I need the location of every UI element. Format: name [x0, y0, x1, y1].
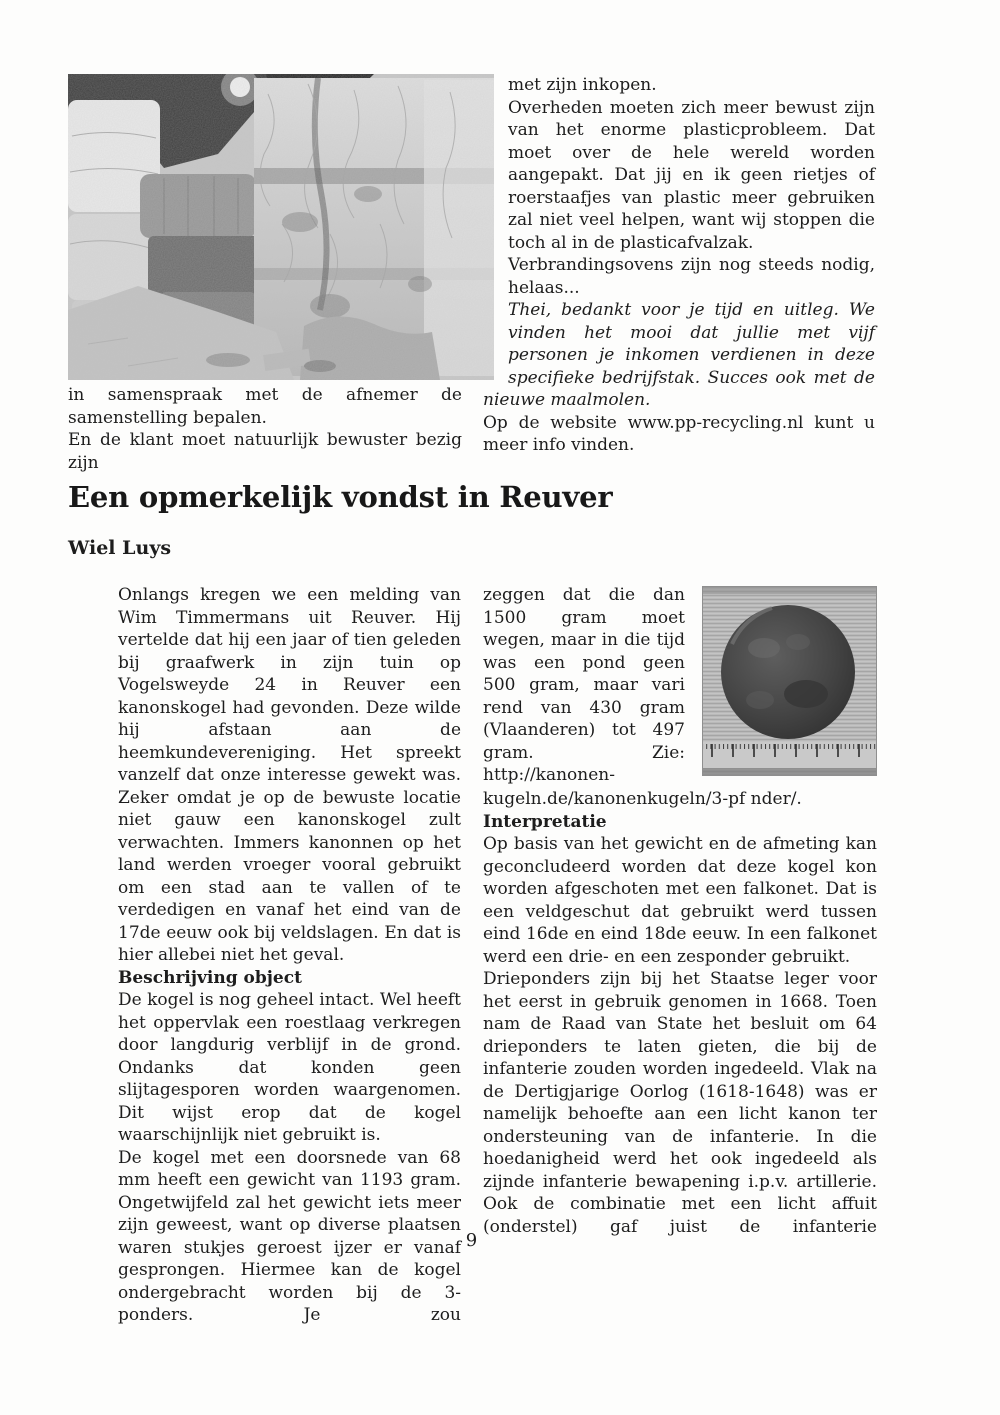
paragraph: Op de website www.pp-recycling.nl kunt u meer info vinden.: [483, 412, 875, 455]
paragraph: met zijn inkopen.: [508, 75, 657, 95]
article-author: Wiel Luys: [68, 537, 172, 559]
cannonball-photo: [702, 586, 877, 776]
page-number: 9: [465, 1230, 478, 1251]
paragraph: zeggen dat die dan 1500 gram moet wegen, maar in die tijd was een pond geen 500 gram, maar vari rend van 430 gram (Vlaanderen) tot 497 gram. Zie: http://kanonen-kugeln.de/kanonenkugeln/3-pf nder/.: [483, 585, 802, 809]
paragraph: Op basis van het gewicht en de afmeting kan geconcludeerd worden dat deze kogel kon worden afgeschoten met een falkonet. Dat is een veldgeschut dat gebruikt werd tussen eind 16de en eind 18de eeuw. In een falkonet werd een drie- en een zesponder gebruikt.: [483, 834, 877, 967]
section-heading-beschrijving-object: Beschrijving object: [118, 967, 302, 988]
paragraph: in samenspraak met de afnemer de samenstelling bepalen.: [68, 385, 462, 428]
article-title: Een opmerkelijk vondst in Reuver: [68, 480, 613, 514]
plastic-bales-photo: [68, 74, 494, 380]
paragraph: Verbrandingsovens zijn nog steeds nodig, helaas...: [508, 255, 875, 298]
section-heading-interpretatie: Interpretatie: [483, 811, 607, 832]
recycling-article-left-column: [68, 384, 462, 474]
paragraph: Onlangs kregen we een melding van Wim Timmermans uit Reuver. Hij vertelde dat hij een jaar of tien geleden bij graafwerk in zijn tuin op Vogelsweyde 24 in Reuver een kanonskogel had gevonden. Deze wilde hij afstaan aan de heemkundevereniging. Het spreekt vanzelf dat onze interesse gewekt was. Zeker omdat je op de bewuste locatie niet gauw een kanonskogel zult verwachten. Immers kanonnen op het land werden vroeger vooral gebruikt om een stad aan te vallen of te verdedigen en vanaf het eind van de 17de eeuw ook bij veldslagen. En dat is hier allebei niet het geval.: [118, 585, 461, 965]
find-article-right-column: [483, 584, 877, 1238]
paragraph: De kogel is nog geheel intact. Wel heeft het oppervlak een roestlaag verkregen door langdurig verblijf in de grond. Ondanks dat konden geen slijtagesporen worden waargenomen. Dit wijst erop dat de kogel waarschijnlijk niet gebruikt is.: [118, 990, 461, 1145]
paragraph: Drieponders zijn bij het Staatse leger voor het eerst in gebruik genomen in 1668. Toen nam de Raad van State het besluit om 64 drieponders te laten gieten, die bij de infanterie zouden worden ingedeeld. Vlak na de Dertigjarige Oorlog (1618-1648) was er namelijk behoefte aan een licht kanon ter ondersteuning van de infanterie. In die hoedanigheid werd het ook ingedeeld als zijnde infanterie bewapening i.p.v. artillerie. Ook de combinatie met een licht affuit (onderstel) gaf juist de infanterie: [483, 969, 877, 1237]
interview-closing-quote: Thei, bedankt voor je tijd en uitleg. We vinden het mooi dat jullie met vijf personen je inkomen verdienen in deze specifieke bedrijfstak. Succes ook met de nieuwe maalmolen.: [483, 300, 875, 410]
find-article-left-column: [118, 584, 461, 1327]
paragraph: En de klant moet natuurlijk bewuster bezig zijn: [68, 430, 462, 473]
paragraph: De kogel met een doorsnede van 68 mm heeft een gewicht van 1193 gram. Ongetwijfeld zal het gewicht iets meer zijn geweest, want op diverse plaatsen waren stukjes geroest ijzer er vanaf gesprongen. Hiermee kan de kogel ondergebracht worden bij de 3-ponders. Je zou: [118, 1147, 461, 1325]
text-wrap-spacer: [483, 74, 508, 380]
paragraph: Overheden moeten zich meer bewust zijn van het enorme plasticprobleem. Dat moet over de hele wereld worden aangepakt. Dat jij en ik geen rietjes of roerstaafjes van plastic meer gebruiken zal niet veel helpen, want wij stoppen die toch al in de plasticafvalzak.: [508, 97, 875, 253]
recycling-article-right-column: [483, 74, 875, 457]
